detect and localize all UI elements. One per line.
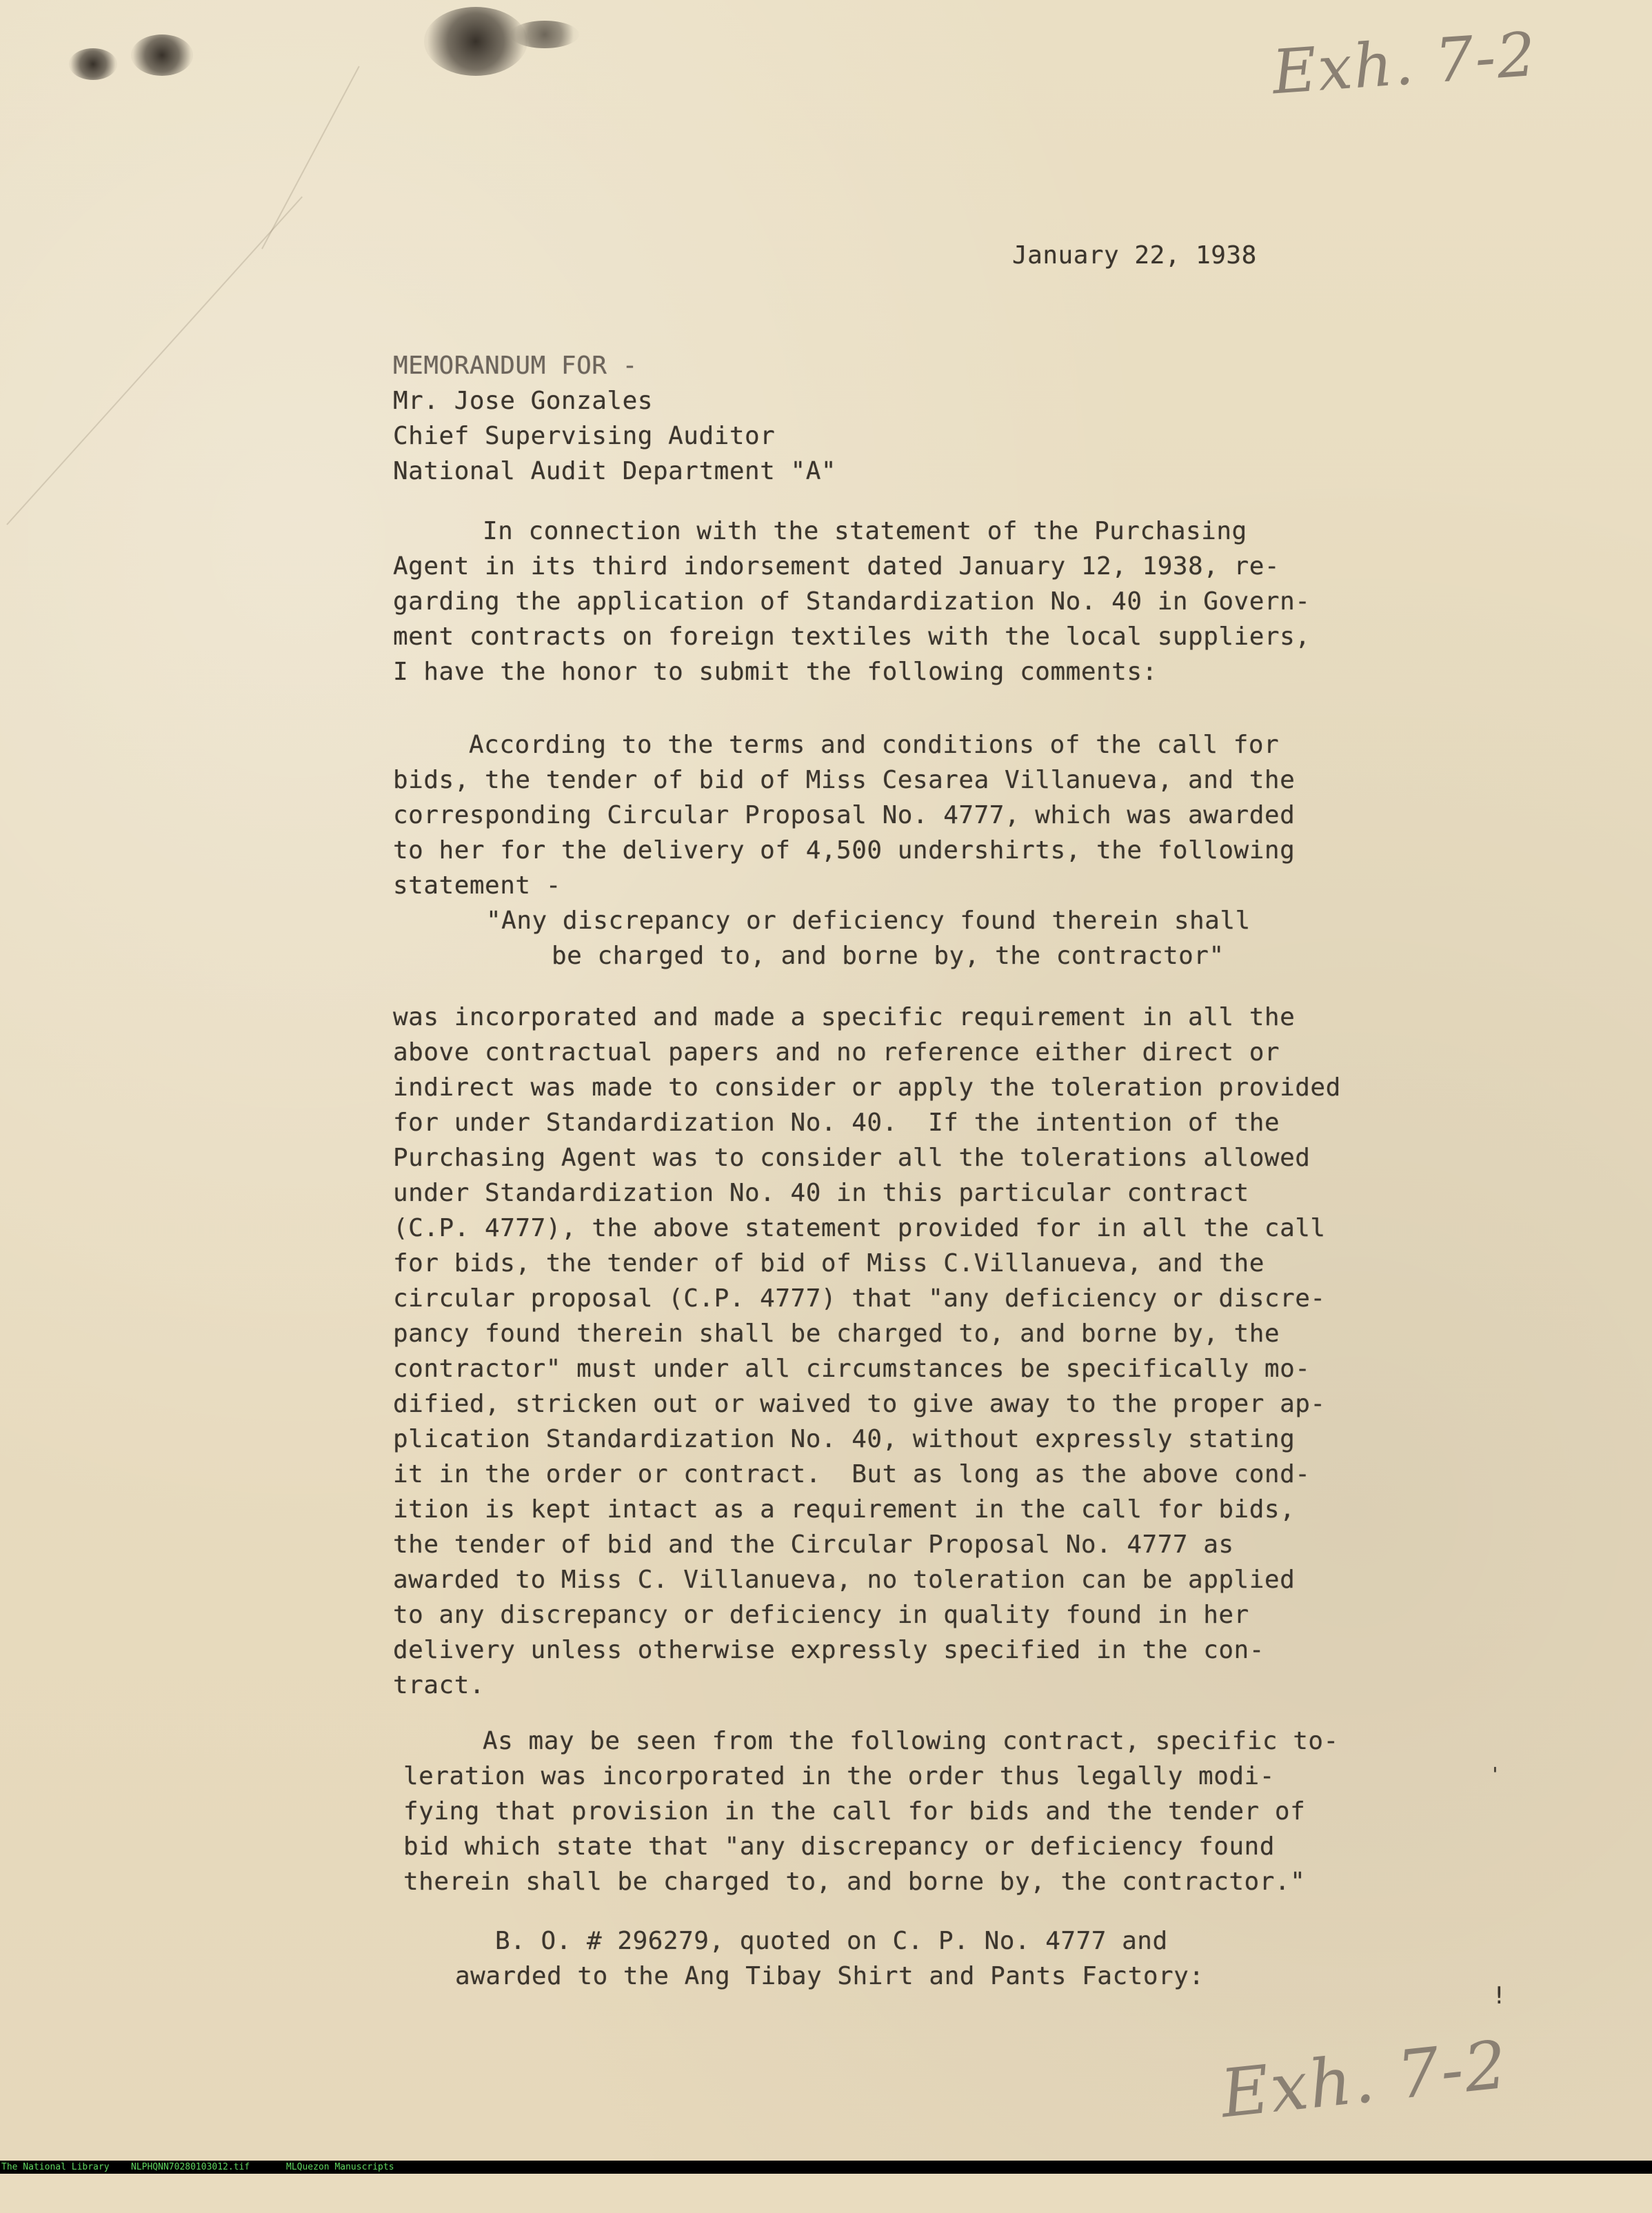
paragraph-line: contractor" must under all circumstances be specifically mo- — [393, 1355, 1311, 1383]
paragraph-line: therein shall be charged to, and borne by, the contractor." — [403, 1868, 1306, 1896]
paragraph-line: to any discrepancy or deficiency in quality found in her — [393, 1601, 1249, 1629]
ink-stain-top — [424, 7, 527, 76]
paragraph-line: corresponding Circular Proposal No. 4777, which was awarded — [393, 801, 1296, 829]
handwritten-exhibit-mark-top: Exh. 7-2 — [1269, 18, 1540, 108]
paragraph-line: (C.P. 4777), the above statement provided for in all the call — [393, 1214, 1326, 1242]
ink-stain-middle-left — [131, 34, 193, 76]
paragraph-line: dified, stricken out or waived to give away to the proper ap- — [393, 1390, 1326, 1418]
paragraph-line: to her for the delivery of 4,500 undershirts, the following — [393, 836, 1296, 865]
quoted-statement-line: "Any discrepancy or deficiency found therein shall — [486, 907, 1251, 935]
footer-library-name: The National Library — [1, 2162, 110, 2172]
footer-collection-name: MLQuezon Manuscripts — [286, 2162, 394, 2172]
archive-footer-bar — [0, 2161, 1652, 2174]
memo-header-line: Mr. Jose Gonzales — [393, 387, 653, 415]
memo-header-line: MEMORANDUM FOR - — [393, 352, 638, 380]
margin-mark: ' — [1489, 1763, 1502, 1786]
paragraph-line: it in the order or contract. But as long as the above cond- — [393, 1460, 1311, 1488]
paper-crease — [6, 196, 303, 525]
paragraph-line: fying that provision in the call for bids and the tender of — [403, 1797, 1306, 1826]
paragraph-line: above contractual papers and no reference either direct or — [393, 1038, 1280, 1067]
footer-file-id: NLPHQNN70280103012.tif — [131, 2162, 250, 2172]
paragraph-line: Agent in its third indorsement dated January 12, 1938, re- — [393, 552, 1280, 580]
paragraph-line: awarded to Miss C. Villanueva, no toleration can be applied — [393, 1566, 1296, 1594]
paragraph-line: the tender of bid and the Circular Proposal No. 4777 as — [393, 1530, 1234, 1559]
quoted-statement-line: be charged to, and borne by, the contractor" — [552, 942, 1225, 970]
paragraph-line: awarded to the Ang Tibay Shirt and Pants Factory: — [455, 1962, 1205, 1990]
paragraph-line: circular proposal (C.P. 4777) that "any deficiency or discre- — [393, 1284, 1326, 1313]
paper-crease — [261, 66, 360, 250]
paragraph-line: pancy found therein shall be charged to, and borne by, the — [393, 1320, 1280, 1348]
paragraph-line: was incorporated and made a specific requirement in all the — [393, 1003, 1296, 1031]
handwritten-exhibit-mark-bottom: Exh. 7-2 — [1217, 2025, 1512, 2133]
paragraph-line: plication Standardization No. 40, without expressly stating — [393, 1425, 1296, 1453]
memo-header-line: National Audit Department "A" — [393, 457, 837, 485]
paragraph-line: bids, the tender of bid of Miss Cesarea Villanueva, and the — [393, 766, 1296, 794]
ink-stain-left — [69, 48, 117, 80]
paragraph-line: statement - — [393, 871, 561, 900]
paragraph-line: As may be seen from the following contract, specific to- — [483, 1727, 1339, 1755]
paragraph-line: garding the application of Standardization No. 40 in Govern- — [393, 587, 1311, 616]
paragraph-line: delivery unless otherwise expressly specified in the con- — [393, 1636, 1265, 1664]
paragraph-line: B. O. # 296279, quoted on C. P. No. 4777 and — [495, 1927, 1168, 1955]
paragraph-line: ment contracts on foreign textiles with the local suppliers, — [393, 623, 1311, 651]
margin-mark: ! — [1492, 1982, 1507, 2010]
paragraph-line: for under Standardization No. 40. If the intention of the — [393, 1109, 1280, 1137]
ink-stain-top-tail — [510, 21, 579, 48]
paragraph-line: bid which state that "any discrepancy or deficiency found — [403, 1832, 1275, 1861]
paragraph-line: leration was incorporated in the order thus legally modi- — [403, 1762, 1275, 1790]
paragraph-line: In connection with the statement of the Purchasing — [483, 517, 1247, 545]
paragraph-line: under Standardization No. 40 in this particular contract — [393, 1179, 1249, 1207]
paragraph-line: I have the honor to submit the following comments: — [393, 658, 1158, 686]
paragraph-line: According to the terms and conditions of the call for — [469, 731, 1280, 759]
paragraph-line: indirect was made to consider or apply the toleration provided — [393, 1073, 1341, 1102]
document-date: January 22, 1938 — [1012, 241, 1257, 270]
paragraph-line: Purchasing Agent was to consider all the tolerations allowed — [393, 1144, 1311, 1172]
paragraph-line: ition is kept intact as a requirement in the call for bids, — [393, 1495, 1296, 1524]
paragraph-line: tract. — [393, 1671, 485, 1699]
memo-header-line: Chief Supervising Auditor — [393, 422, 776, 450]
paragraph-line: for bids, the tender of bid of Miss C.Villanueva, and the — [393, 1249, 1265, 1277]
